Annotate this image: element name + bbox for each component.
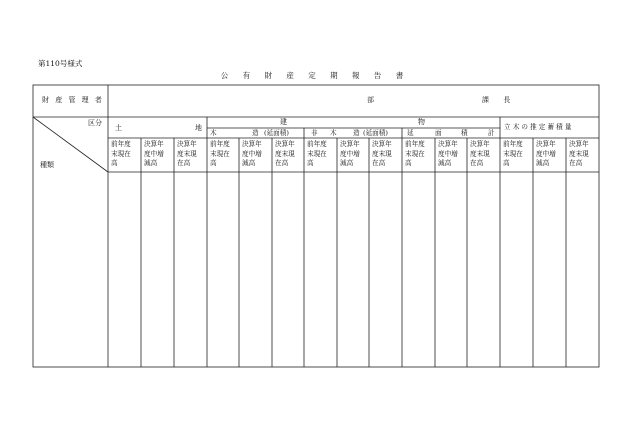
- land-header-left: 土: [115, 124, 122, 132]
- column-header: 決算年 度中増 減高: [536, 140, 556, 167]
- section-chief-label: 課 長: [482, 96, 517, 104]
- building-header-right: 物: [418, 118, 425, 126]
- timber-volume-header: 立 木 の 推 定 蓄 積 量: [504, 123, 572, 131]
- floor-area-header-1: 延: [407, 129, 414, 137]
- column-header: 決算年 度中増 減高: [438, 140, 458, 167]
- column-header: 決算年 度中増 減高: [340, 140, 360, 167]
- wooden-header-2: 造: [252, 129, 259, 137]
- column-header: 前年度 末現在 高: [503, 140, 523, 167]
- floor-area-header-2: 面: [435, 129, 442, 137]
- form-number: 第110号様式: [38, 59, 83, 68]
- column-header: 決算年 度末現 在高: [275, 140, 295, 167]
- column-header: 決算年 度中増 減高: [144, 140, 164, 167]
- department-label: 部: [367, 96, 374, 104]
- column-header: 決算年 度末現 在高: [470, 140, 490, 167]
- column-header: 前年度 末現在 高: [307, 140, 327, 167]
- column-header: 前年度 末現在 高: [111, 140, 131, 167]
- type-label: 種類: [40, 161, 54, 169]
- wooden-header-3: (延面積): [264, 129, 289, 137]
- category-label: 区分: [88, 119, 102, 127]
- column-header: 決算年 度末現 在高: [372, 140, 392, 167]
- column-header: 前年度 末現在 高: [405, 140, 425, 167]
- floor-area-header-4: 計: [488, 129, 495, 137]
- column-header: 決算年 度中増 減高: [242, 140, 262, 167]
- non-wooden-header-3: 造: [353, 129, 360, 137]
- non-wooden-header-2: 木: [330, 129, 337, 137]
- form-title: 公 有 財 産 定 期 報 告 書: [220, 71, 410, 80]
- non-wooden-header-4: (延面積): [363, 129, 388, 137]
- land-header-right: 地: [195, 124, 202, 132]
- wooden-header-1: 木: [210, 129, 217, 137]
- non-wooden-header-1: 非: [311, 129, 318, 137]
- floor-area-header-3: 積: [461, 129, 468, 137]
- building-header-left: 建: [280, 118, 287, 126]
- column-header: 前年度 末現在 高: [210, 140, 230, 167]
- column-header: 決算年 度末現 在高: [569, 140, 589, 167]
- manager-label: 財 産 管 理 者: [42, 96, 104, 104]
- column-header: 決算年 度末現 在高: [177, 140, 197, 167]
